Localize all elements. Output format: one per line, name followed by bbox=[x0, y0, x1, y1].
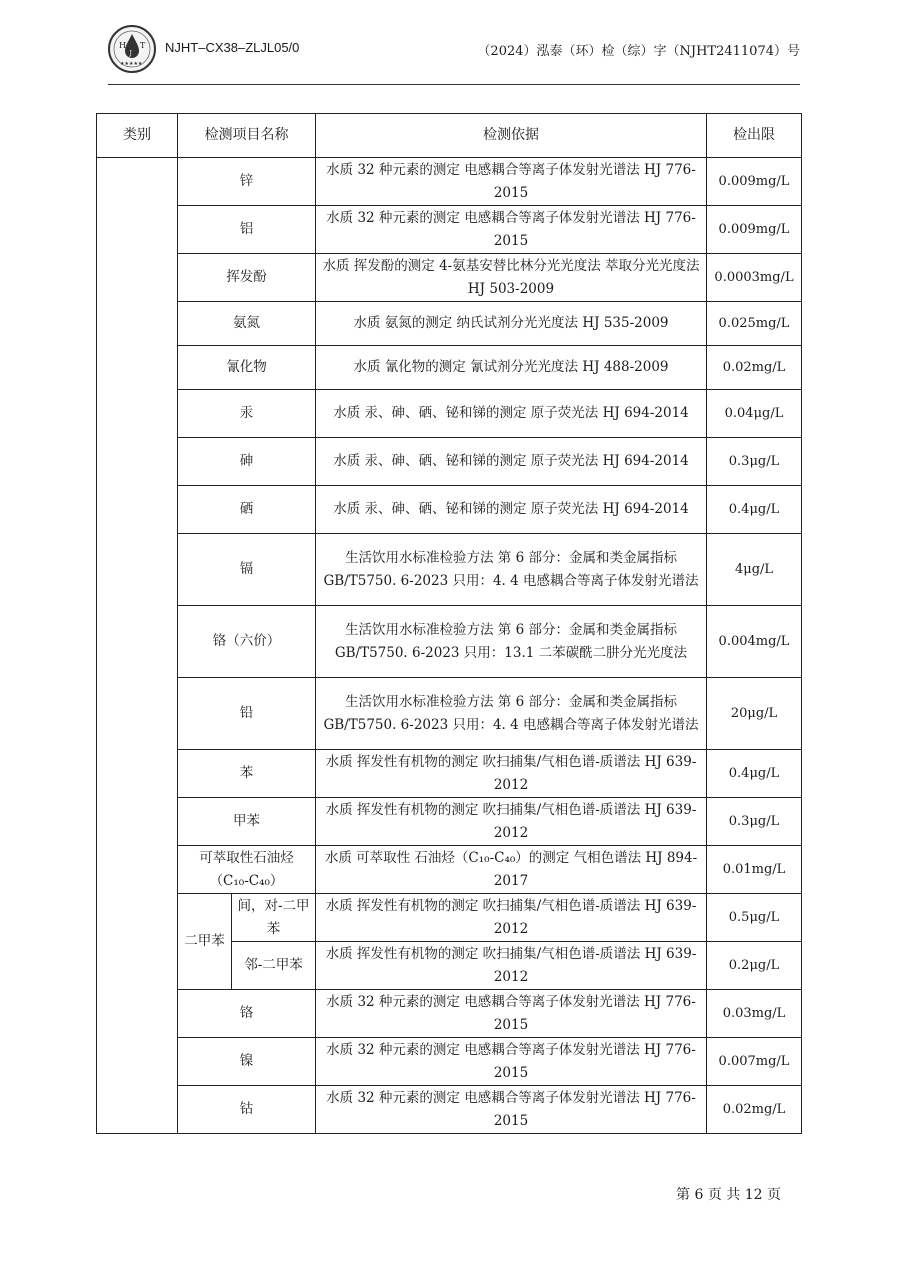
header-limit: 检出限 bbox=[707, 114, 802, 158]
table-row bbox=[97, 390, 802, 438]
item-name: 挥发酚 bbox=[178, 254, 316, 302]
detection-limit: 0.4μg/L bbox=[707, 750, 802, 798]
method-basis: 生活饮用水标准检验方法 第 6 部分：金属和类金属指标 GB/T5750. 6-2023 只用：13.1 二苯碳酰二肼分光光度法 bbox=[316, 606, 707, 678]
table-row bbox=[97, 206, 802, 254]
table-row bbox=[97, 990, 802, 1038]
item-name: 锌 bbox=[178, 158, 316, 206]
svg-text:H: H bbox=[119, 41, 126, 50]
detection-limit: 0.01mg/L bbox=[707, 846, 802, 894]
method-basis: 水质 汞、砷、硒、铋和锑的测定 原子荧光法 HJ 694-2014 bbox=[316, 438, 707, 486]
method-basis: 水质 汞、砷、硒、铋和锑的测定 原子荧光法 HJ 694-2014 bbox=[316, 390, 707, 438]
header-item: 检测项目名称 bbox=[178, 114, 316, 158]
item-name: 汞 bbox=[178, 390, 316, 438]
page-number: 第 6 页 共 12 页 bbox=[676, 1187, 781, 1203]
item-name: 钴 bbox=[178, 1086, 316, 1134]
header-category: 类别 bbox=[97, 114, 178, 158]
svg-text:J: J bbox=[129, 50, 132, 57]
item-name: 铅 bbox=[178, 678, 316, 750]
detection-limit: 0.5μg/L bbox=[707, 894, 802, 942]
table-row bbox=[97, 438, 802, 486]
item-name: 邻-二甲苯 bbox=[232, 942, 316, 990]
table-row bbox=[97, 1038, 802, 1086]
method-basis: 水质 32 种元素的测定 电感耦合等离子体发射光谱法 HJ 776-2015 bbox=[316, 1086, 707, 1134]
method-basis: 水质 32 种元素的测定 电感耦合等离子体发射光谱法 HJ 776-2015 bbox=[316, 158, 707, 206]
method-basis: 生活饮用水标准检验方法 第 6 部分：金属和类金属指标 GB/T5750. 6-2023 只用：4. 4 电感耦合等离子体发射光谱法 bbox=[316, 678, 707, 750]
table-row bbox=[97, 750, 802, 798]
method-basis: 水质 汞、砷、硒、铋和锑的测定 原子荧光法 HJ 694-2014 bbox=[316, 486, 707, 534]
method-basis: 水质 32 种元素的测定 电感耦合等离子体发射光谱法 HJ 776-2015 bbox=[316, 1038, 707, 1086]
item-name: 间，对-二甲苯 bbox=[232, 894, 316, 942]
detection-limit: 0.04μg/L bbox=[707, 390, 802, 438]
item-name: 镉 bbox=[178, 534, 316, 606]
table-row bbox=[97, 346, 802, 390]
table-row bbox=[97, 1086, 802, 1134]
detection-limit: 0.0003mg/L bbox=[707, 254, 802, 302]
document-code: NJHT–CX38–ZLJL05/0 bbox=[165, 40, 300, 55]
method-basis: 水质 挥发酚的测定 4-氨基安替比林分光光度法 萃取分光光度法 HJ 503-2009 bbox=[316, 254, 707, 302]
svg-text:★★★★★: ★★★★★ bbox=[120, 61, 143, 67]
method-basis: 生活饮用水标准检验方法 第 6 部分：金属和类金属指标 GB/T5750. 6-2023 只用：4. 4 电感耦合等离子体发射光谱法 bbox=[316, 534, 707, 606]
item-name: 可萃取性石油烃（C₁₀-C₄₀） bbox=[178, 846, 316, 894]
table-row bbox=[97, 158, 802, 206]
item-name: 砷 bbox=[178, 438, 316, 486]
detection-limit-table bbox=[96, 113, 802, 1134]
detection-limit: 0.03mg/L bbox=[707, 990, 802, 1038]
detection-limit: 0.02mg/L bbox=[707, 346, 802, 390]
table-row bbox=[97, 894, 802, 942]
table-row bbox=[97, 846, 802, 894]
method-basis: 水质 氨氮的测定 纳氏试剂分光光度法 HJ 535-2009 bbox=[316, 302, 707, 346]
item-name: 氨氮 bbox=[178, 302, 316, 346]
method-basis: 水质 氰化物的测定 氰试剂分光光度法 HJ 488-2009 bbox=[316, 346, 707, 390]
table-row bbox=[97, 254, 802, 302]
method-basis: 水质 挥发性有机物的测定 吹扫捕集/气相色谱-质谱法 HJ 639-2012 bbox=[316, 894, 707, 942]
report-number: （2024）泓泰（环）检（综）字（NJHT2411074）号 bbox=[477, 44, 800, 59]
method-basis: 水质 32 种元素的测定 电感耦合等离子体发射光谱法 HJ 776-2015 bbox=[316, 206, 707, 254]
item-name: 氰化物 bbox=[178, 346, 316, 390]
detection-limit: 0.025mg/L bbox=[707, 302, 802, 346]
detection-limit: 0.009mg/L bbox=[707, 158, 802, 206]
method-basis: 水质 挥发性有机物的测定 吹扫捕集/气相色谱-质谱法 HJ 639-2012 bbox=[316, 798, 707, 846]
svg-text:T: T bbox=[140, 41, 146, 50]
category-cell bbox=[97, 158, 178, 1134]
detection-limit: 20μg/L bbox=[707, 678, 802, 750]
item-name: 苯 bbox=[178, 750, 316, 798]
detection-limit: 0.004mg/L bbox=[707, 606, 802, 678]
table-row bbox=[97, 678, 802, 750]
item-group-name: 二甲苯 bbox=[178, 894, 232, 990]
item-name: 铬 bbox=[178, 990, 316, 1038]
detection-limit: 0.3μg/L bbox=[707, 798, 802, 846]
header-basis: 检测依据 bbox=[316, 114, 707, 158]
detection-limit: 0.009mg/L bbox=[707, 206, 802, 254]
method-basis: 水质 可萃取性 石油烃（C₁₀-C₄₀）的测定 气相色谱法 HJ 894-2017 bbox=[316, 846, 707, 894]
detection-limit: 0.007mg/L bbox=[707, 1038, 802, 1086]
item-name: 硒 bbox=[178, 486, 316, 534]
table-row bbox=[97, 486, 802, 534]
table-row bbox=[97, 534, 802, 606]
method-basis: 水质 挥发性有机物的测定 吹扫捕集/气相色谱-质谱法 HJ 639-2012 bbox=[316, 942, 707, 990]
method-basis: 水质 挥发性有机物的测定 吹扫捕集/气相色谱-质谱法 HJ 639-2012 bbox=[316, 750, 707, 798]
table-row bbox=[97, 798, 802, 846]
method-basis: 水质 32 种元素的测定 电感耦合等离子体发射光谱法 HJ 776-2015 bbox=[316, 990, 707, 1038]
table-header-row bbox=[97, 114, 802, 158]
detection-limit: 0.3μg/L bbox=[707, 438, 802, 486]
item-name: 甲苯 bbox=[178, 798, 316, 846]
detection-limit: 0.4μg/L bbox=[707, 486, 802, 534]
detection-limit: 0.2μg/L bbox=[707, 942, 802, 990]
header-divider bbox=[108, 84, 800, 85]
item-name: 铝 bbox=[178, 206, 316, 254]
detection-limit: 4μg/L bbox=[707, 534, 802, 606]
item-name: 镍 bbox=[178, 1038, 316, 1086]
item-name: 铬（六价） bbox=[178, 606, 316, 678]
company-logo-icon bbox=[107, 24, 157, 74]
table-row bbox=[97, 302, 802, 346]
table-row bbox=[97, 606, 802, 678]
detection-limit: 0.02mg/L bbox=[707, 1086, 802, 1134]
